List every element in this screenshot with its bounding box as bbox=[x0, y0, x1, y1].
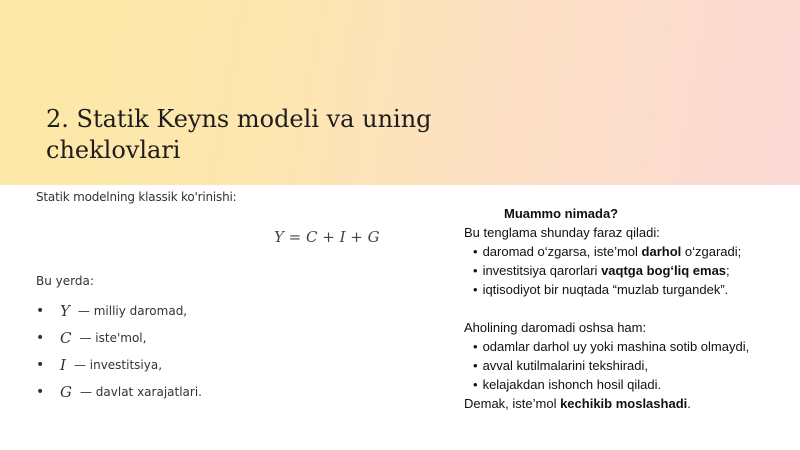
where-label: Bu yerda: bbox=[36, 274, 94, 288]
list-item bbox=[473, 375, 794, 394]
assumption-list bbox=[464, 242, 794, 299]
bullet-icon: • bbox=[36, 383, 45, 400]
conclusion-emphasis: kechikib moslashadi bbox=[560, 396, 688, 411]
list-item bbox=[473, 356, 794, 375]
definition-item bbox=[36, 297, 202, 324]
list-item bbox=[473, 337, 794, 356]
list-text: daromad o‘zgarsa, iste’mol bbox=[482, 244, 642, 259]
bullet-icon: • bbox=[36, 329, 45, 346]
population-line: Aholining daromadi oshsa ham: bbox=[464, 320, 647, 335]
problem-panel bbox=[464, 204, 794, 413]
list-item bbox=[473, 261, 794, 280]
definition-symbol: Y bbox=[60, 301, 70, 320]
definition-item bbox=[36, 351, 202, 378]
definition-symbol: G bbox=[60, 382, 72, 401]
conclusion-text: . bbox=[687, 396, 691, 411]
list-text: odamlar darhol uy yoki mashina sotib olmaydi, bbox=[482, 339, 750, 354]
list-text: avval kutilmalarini tekshiradi, bbox=[482, 358, 649, 373]
slide-title: 2. Statik Keyns modeli va uning cheklovlari bbox=[46, 105, 432, 164]
definition-symbol: C bbox=[60, 328, 72, 347]
model-intro: Statik modelning klassik ko'rinishi: bbox=[36, 190, 237, 204]
definition-text: — milliy daromad, bbox=[77, 303, 188, 318]
problem-heading: Muammo nimada? bbox=[504, 206, 619, 221]
definition-item bbox=[36, 324, 202, 351]
list-item bbox=[473, 280, 794, 299]
conclusion-line bbox=[464, 394, 794, 413]
list-text: iqtisodiyot bir nuqtada “muzlab turgandek”. bbox=[482, 282, 729, 297]
list-emphasis: vaqtga bog‘liq emas bbox=[601, 263, 727, 278]
model-equation: Y = C + I + G bbox=[274, 228, 380, 246]
list-emphasis: darhol bbox=[641, 244, 682, 259]
definition-item bbox=[36, 378, 202, 405]
behavior-list bbox=[464, 337, 794, 394]
definition-text: — investitsiya, bbox=[73, 357, 163, 372]
conclusion-text: Demak, iste’mol bbox=[464, 396, 561, 411]
list-text: ; bbox=[726, 263, 730, 278]
assumption-line: Bu tenglama shunday faraz qiladi: bbox=[464, 225, 660, 240]
list-text: investitsiya qarorlari bbox=[482, 263, 602, 278]
model-panel bbox=[36, 190, 436, 401]
definition-list bbox=[36, 297, 202, 405]
bullet-icon: • bbox=[36, 356, 45, 373]
list-text: o‘zgaradi; bbox=[681, 244, 742, 259]
definition-text: — iste'mol, bbox=[79, 330, 147, 345]
list-text: kelajakdan ishonch hosil qiladi. bbox=[482, 377, 662, 392]
list-item bbox=[473, 242, 794, 261]
definition-symbol: I bbox=[60, 355, 66, 374]
bullet-icon: • bbox=[36, 302, 45, 319]
definition-text: — davlat xarajatlari. bbox=[79, 384, 202, 399]
